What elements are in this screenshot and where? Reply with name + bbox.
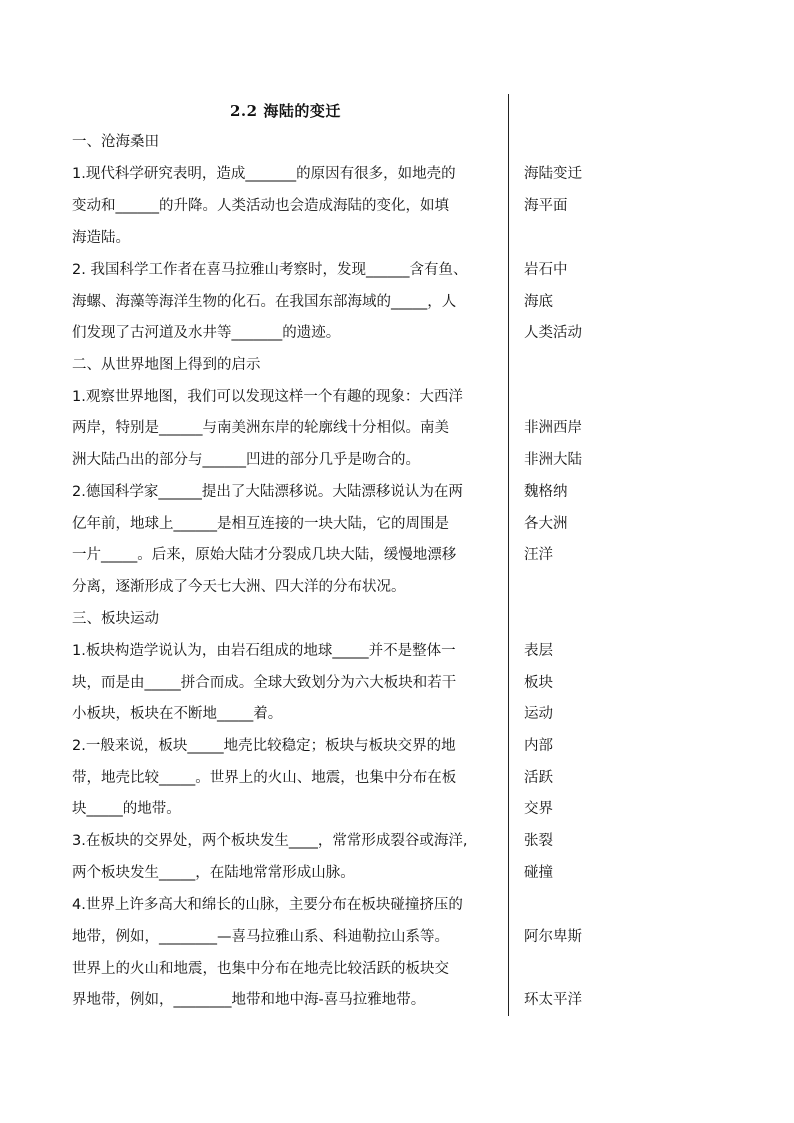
answer-item: 非洲大陆 bbox=[524, 452, 582, 468]
text-line: 们发现了古河道及水井等_______的遗迹。 bbox=[72, 325, 341, 341]
answer-item: 海平面 bbox=[524, 198, 568, 214]
section-heading-3: 三、板块运动 bbox=[72, 611, 159, 627]
text-line: 两岸，特别是______与南美洲东岸的轮廓线十分相似。南美 bbox=[72, 420, 449, 436]
answer-item: 活跃 bbox=[524, 770, 553, 786]
answer-item: 运动 bbox=[524, 706, 553, 722]
answer-item: 海底 bbox=[524, 294, 553, 310]
page-title: 2.2 海陆的变迁 bbox=[230, 102, 341, 120]
text-line: 海螺、海藻等海洋生物的化石。在我国东部海域的_____，人 bbox=[72, 294, 457, 310]
text-line: 小板块，板块在不断地_____着。 bbox=[72, 706, 283, 722]
text-line: 1.现代科学研究表明，造成_______的原因有很多，如地壳的 bbox=[72, 166, 456, 182]
answer-item: 交界 bbox=[524, 801, 553, 817]
answer-item: 张裂 bbox=[524, 833, 553, 849]
text-line: 块，而是由_____拼合而成。全球大致划分为六大板块和若干 bbox=[72, 675, 457, 691]
text-line: 带，地壳比较_____。世界上的火山、地震，也集中分布在板 bbox=[72, 770, 457, 786]
answer-item: 板块 bbox=[524, 675, 553, 691]
text-line: 2.一般来说，板块_____地壳比较稳定；板块与板块交界的地 bbox=[72, 738, 456, 754]
answer-item: 内部 bbox=[524, 738, 553, 754]
text-line: 世界上的火山和地震，也集中分布在地壳比较活跃的板块交 bbox=[72, 961, 449, 977]
text-line: 洲大陆凸出的部分与______凹进的部分几乎是吻合的。 bbox=[72, 452, 420, 468]
text-line: 两个板块发生_____，在陆地常常形成山脉。 bbox=[72, 865, 355, 881]
answer-item: 各大洲 bbox=[524, 516, 568, 532]
answer-item: 碰撞 bbox=[524, 865, 553, 881]
text-line: 分离，逐渐形成了今天七大洲、四大洋的分布状况。 bbox=[72, 579, 406, 595]
text-line: 一片_____。后来，原始大陆才分裂成几块大陆，缓慢地漂移 bbox=[72, 547, 457, 563]
text-line: 4.世界上许多高大和绵长的山脉，主要分布在板块碰撞挤压的 bbox=[72, 897, 463, 913]
text-line: 变动和______的升降。人类活动也会造成海陆的变化，如填 bbox=[72, 198, 449, 214]
answer-item: 汪洋 bbox=[524, 547, 553, 563]
text-line: 1.观察世界地图，我们可以发现这样一个有趣的现象：大西洋 bbox=[72, 389, 463, 405]
text-line: 2.德国科学家______提出了大陆漂移说。大陆漂移说认为在两 bbox=[72, 484, 463, 500]
answer-item: 非洲西岸 bbox=[524, 420, 582, 436]
text-line: 界地带，例如，________地带和地中海-喜马拉雅地带。 bbox=[72, 992, 426, 1008]
answer-item: 海陆变迁 bbox=[524, 166, 582, 182]
text-line: 海造陆。 bbox=[72, 230, 130, 246]
text-line: 1.板块构造学说认为，由岩石组成的地球_____并不是整体一 bbox=[72, 643, 456, 659]
answer-item: 环太平洋 bbox=[524, 992, 582, 1008]
answer-item: 魏格纳 bbox=[524, 484, 568, 500]
text-line: 3.在板块的交界处，两个板块发生____，常常形成裂谷或海洋, bbox=[72, 833, 468, 849]
text-line: 地带，例如，________—喜马拉雅山系、科迪勒拉山系等。 bbox=[72, 929, 449, 945]
text-line: 块_____的地带。 bbox=[72, 801, 181, 817]
answer-item: 阿尔卑斯 bbox=[524, 929, 582, 945]
text-line: 2. 我国科学工作者在喜马拉雅山考察时，发现______含有鱼、 bbox=[72, 262, 468, 278]
answer-item: 表层 bbox=[524, 643, 553, 659]
text-line: 亿年前，地球上______是相互连接的一块大陆，它的周围是 bbox=[72, 516, 449, 532]
section-heading-2: 二、从世界地图上得到的启示 bbox=[72, 357, 261, 373]
column-divider bbox=[508, 94, 509, 1016]
answer-item: 人类活动 bbox=[524, 325, 582, 341]
section-heading-1: 一、沧海桑田 bbox=[72, 134, 159, 150]
answer-item: 岩石中 bbox=[524, 262, 568, 278]
